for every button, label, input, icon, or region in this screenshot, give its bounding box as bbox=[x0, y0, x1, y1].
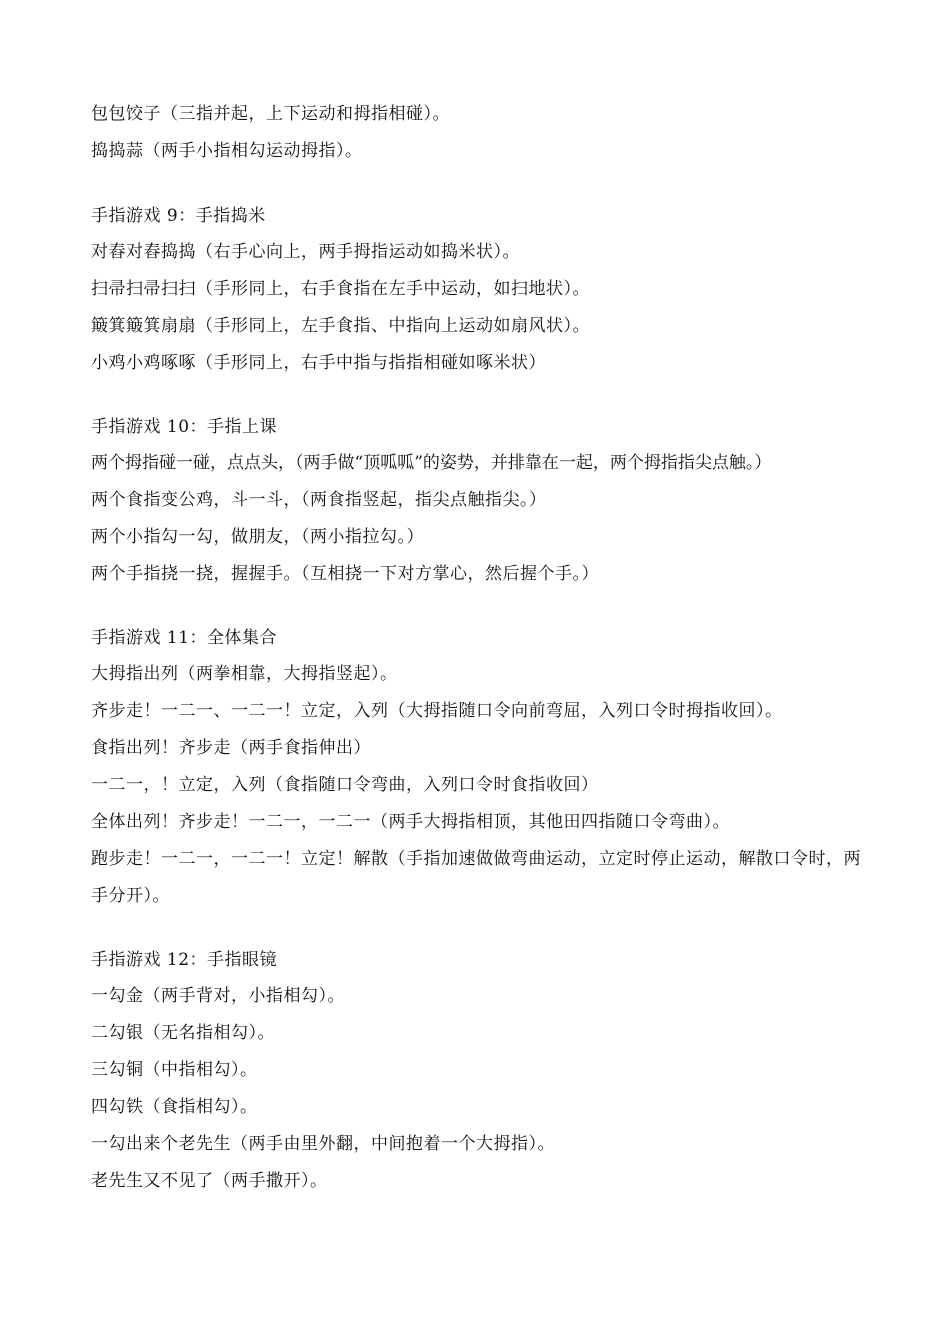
section-finger-game-11 bbox=[91, 620, 871, 915]
section-line: 两个拇指碰一碰，点点头，（两手做“顶呱呱”的姿势，并排靠在一起，两个拇指指尖点触。） bbox=[91, 453, 772, 473]
paragraph-gap bbox=[91, 915, 871, 942]
section-title: 手指游戏 11：全体集合 bbox=[91, 628, 278, 648]
section-line: 扫帚扫帚扫扫（手形同上，右手食指在左手中运动，如扫地状）。 bbox=[91, 279, 590, 299]
section-title: 手指游戏 12：手指眼镜 bbox=[91, 950, 278, 970]
section-line: 老先生又不见了（两手撒开）。 bbox=[91, 1171, 328, 1191]
intro-line-2: 捣捣蒜（两手小指相勾运动拇指）。 bbox=[91, 141, 363, 161]
paragraph-gap bbox=[91, 382, 871, 409]
paragraph-gap bbox=[91, 170, 871, 198]
section-line-wrapped: 跑步走！一二一，一二一！立定！解散（手指加速做做弯曲运动，立定时停止运动，解散口令时，两手分开）。 bbox=[91, 849, 861, 906]
section-finger-game-9 bbox=[91, 198, 871, 382]
document-content bbox=[91, 96, 871, 1200]
section-line: 全体出列！齐步走！一二一，一二一（两手大拇指相顶，其他田四指随口令弯曲）。 bbox=[91, 812, 730, 832]
section-line: 食指出列！齐步走（两手食指伸出） bbox=[91, 738, 371, 758]
section-line: 一勾金（两手背对，小指相勾）。 bbox=[91, 986, 345, 1006]
section-finger-game-12 bbox=[91, 942, 871, 1200]
section-line: 齐步走！一二一、一二一！立定，入列（大拇指随口令向前弯屈，入列口令时拇指收回）。 bbox=[91, 701, 783, 721]
section-line: 大拇指出列（两拳相靠，大拇指竖起）。 bbox=[91, 664, 398, 684]
section-title: 手指游戏 10：手指上课 bbox=[91, 417, 278, 437]
section-line: 两个食指变公鸡，斗一斗，（两食指竖起，指尖点触指尖。） bbox=[91, 490, 547, 510]
section-line: 簸箕簸箕扇扇（手形同上，左手食指、中指向上运动如扇风状）。 bbox=[91, 316, 590, 336]
section-line: 一二一，！立定，入列（食指随口令弯曲，入列口令时食指收回） bbox=[91, 775, 599, 795]
section-finger-game-10 bbox=[91, 409, 871, 593]
section-line: 一勾出来个老先生（两手由里外翻，中间抱着一个大拇指）。 bbox=[91, 1134, 555, 1154]
section-line: 两个小指勾一勾，做朋友，（两小指拉勾。） bbox=[91, 527, 424, 547]
section-line: 小鸡小鸡啄啄（手形同上，右手中指与指指相碰如啄米状） bbox=[91, 353, 546, 373]
section-line: 两个手指挠一挠，握握手。（互相挠一下对方掌心，然后握个手。） bbox=[91, 564, 599, 584]
section-line: 二勾银（无名指相勾）。 bbox=[91, 1023, 275, 1043]
section-line: 四勾铁（食指相勾）。 bbox=[91, 1097, 258, 1117]
section-line: 对舂对舂捣捣（右手心向上，两手拇指运动如捣米状）。 bbox=[91, 242, 520, 262]
section-title: 手指游戏 9：手指捣米 bbox=[91, 206, 266, 226]
intro-line-1: 包包饺子（三指并起，上下运动和拇指相碰）。 bbox=[91, 104, 450, 124]
section-line: 三勾铜（中指相勾）。 bbox=[91, 1060, 258, 1080]
paragraph-gap bbox=[91, 593, 871, 620]
